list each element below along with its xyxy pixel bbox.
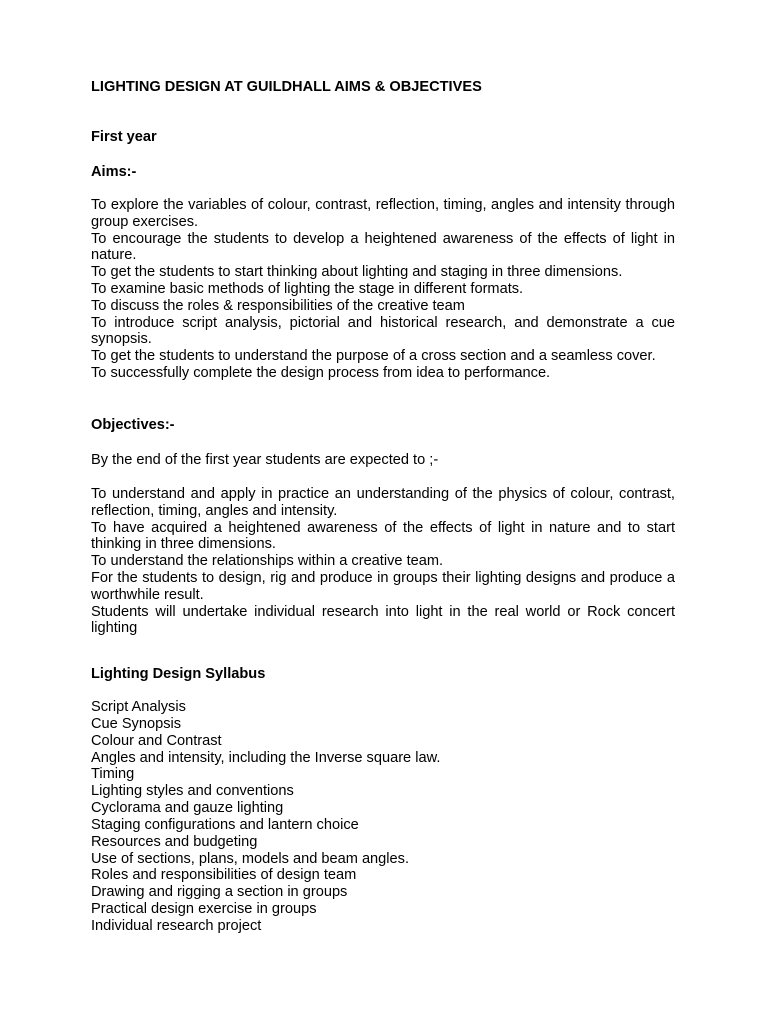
syllabus-item: Practical design exercise in groups (91, 901, 317, 918)
aims-list (91, 197, 675, 382)
syllabus-heading: Lighting Design Syllabus (91, 666, 266, 682)
syllabus-item: Colour and Contrast (91, 732, 222, 749)
first-year-heading: First year (91, 129, 157, 145)
syllabus-item: Angles and intensity, including the Inverse square law. (91, 749, 441, 766)
objective-item: For the students to design, rig and produce in groups their lighting designs and produce a worthwhile result. (91, 569, 675, 603)
aim-item: To encourage the students to develop a heightened awareness of the effects of light in nature. (91, 230, 675, 264)
objectives-list (91, 486, 675, 637)
syllabus-item: Script Analysis (91, 699, 186, 715)
syllabus-item: Roles and responsibilities of design team (91, 867, 357, 884)
syllabus-item: Resources and budgeting (91, 833, 258, 850)
aim-item: To successfully complete the design process from idea to performance. (91, 364, 551, 381)
objectives-heading: Objectives:- (91, 417, 175, 433)
syllabus-item: Timing (91, 766, 135, 783)
objective-item: Students will undertake individual research into light in the real world or Rock concert lighting (91, 603, 675, 637)
aim-item: To discuss the roles & responsibilities of the creative team (91, 297, 465, 314)
syllabus-item: Individual research project (91, 917, 262, 934)
aim-item: To examine basic methods of lighting the stage in different formats. (91, 280, 524, 297)
syllabus-list (91, 699, 675, 935)
aim-item: To explore the variables of colour, contrast, reflection, timing, angles and intensity through group exercises. (91, 197, 675, 230)
syllabus-item: Lighting styles and conventions (91, 783, 294, 800)
aim-item: To get the students to understand the purpose of a cross section and a seamless cover. (91, 348, 656, 365)
objectives-intro: By the end of the first year students are expected to ;- (91, 452, 439, 468)
syllabus-item: Drawing and rigging a section in groups (91, 884, 348, 901)
objective-item: To understand and apply in practice an understanding of the physics of colour, contrast, reflection, timing, angles and intensity. (91, 486, 675, 519)
objective-item: To understand the relationships within a creative team. (91, 553, 444, 570)
syllabus-item: Use of sections, plans, models and beam angles. (91, 850, 409, 867)
syllabus-item: Cue Synopsis (91, 715, 182, 732)
aims-heading: Aims:- (91, 164, 137, 180)
document-title: LIGHTING DESIGN AT GUILDHALL AIMS & OBJECTIVES (91, 79, 482, 95)
syllabus-item: Cyclorama and gauze lighting (91, 800, 284, 817)
aim-item: To introduce script analysis, pictorial and historical research, and demonstrate a cue synopsis. (91, 314, 675, 348)
syllabus-item: Staging configurations and lantern choice (91, 816, 359, 833)
objective-item: To have acquired a heightened awareness of the effects of light in nature and to start thinking in three dimensions. (91, 519, 675, 553)
aim-item: To get the students to start thinking about lighting and staging in three dimensions. (91, 264, 623, 281)
